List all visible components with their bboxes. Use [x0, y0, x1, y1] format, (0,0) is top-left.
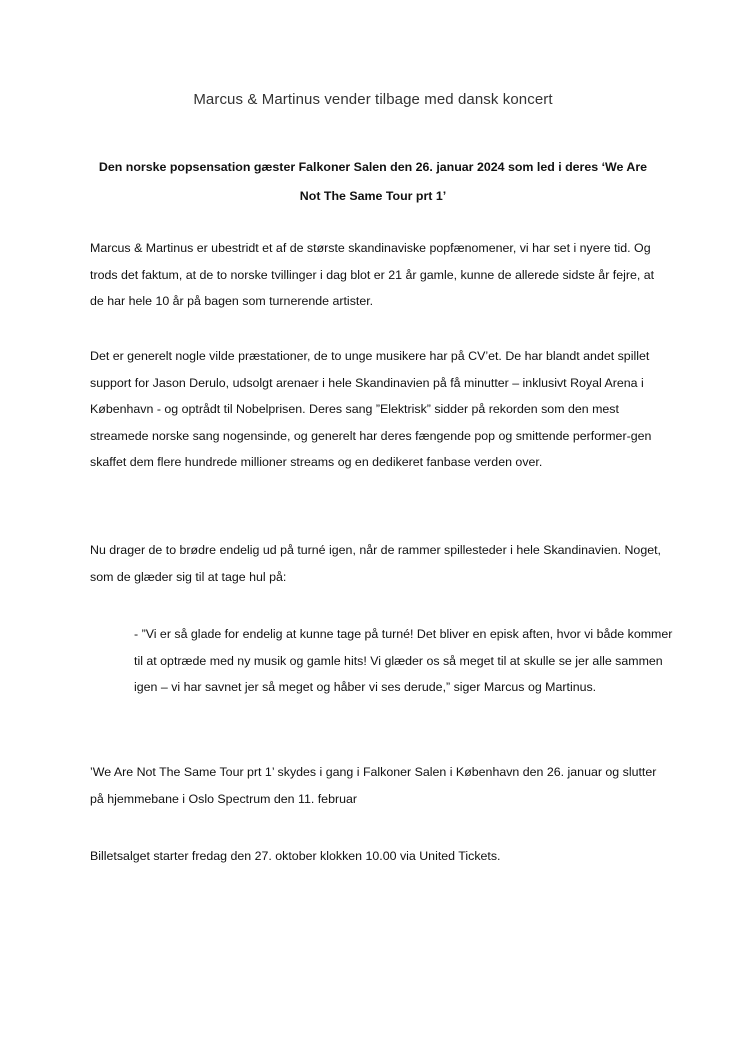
paragraph-tour: Nu drager de to brødre endelig ud på turné igen, når de rammer spillesteder i hele Skandinavien. Noget, som de glæder sig til at tage hul på:	[90, 543, 661, 584]
paragraph-intro: Marcus & Martinus er ubestridt et af de største skandinaviske popfænomener, vi har set i nyere tid. Og trods det faktum, at de to norske tvillinger i dag blot er 21 år gamle, kunne de allerede sidste år fejre, at de har hele 10 år på bagen som turnerende artister.	[90, 241, 655, 308]
document-subtitle: Den norske popsensation gæster Falkoner Salen den 26. januar 2024 som led i deres ‘We Are Not The Same Tour prt 1’	[98, 160, 648, 203]
paragraph-tour-dates: ’We Are Not The Same Tour prt 1’ skydes i gang i Falkoner Salen i København den 26. januar og slutter på hjemmebane i Oslo Spectrum den 11. februar	[90, 765, 657, 806]
paragraph-ticket-sale: Billetsalget starter fredag den 27. oktober klokken 10.00 via United Tickets.	[90, 849, 501, 863]
document-title: Marcus & Martinus vender tilbage med dansk koncert	[193, 91, 553, 108]
paragraph-achievements: Det er generelt nogle vilde præstationer, de to unge musikere har på CV’et. De har blandt andet spillet support for Jason Derulo, udsolgt arenaer i hele Skandinavien på få minutter – inklusivt Royal Arena i København - og optrådt til Nobelprisen. Deres sang ”Elektrisk” sidder på rekorden som den mest streamede norske sang nogensinde, og generelt har deres fængende pop og smittende performer-gen skaffet dem flere hundrede millioner streams og en dedikeret fanbase verden over.	[90, 349, 652, 469]
quote-block: - ”Vi er så glade for endelig at kunne tage på turné! Det bliver en episk aften, hvor vi både kommer til at optræde med ny musik og gamle hits! Vi glæder os så meget til at skulle se jer alle sammen igen – vi har savnet jer så meget og håber vi ses derude,” siger Marcus og Martinus.	[134, 627, 673, 694]
